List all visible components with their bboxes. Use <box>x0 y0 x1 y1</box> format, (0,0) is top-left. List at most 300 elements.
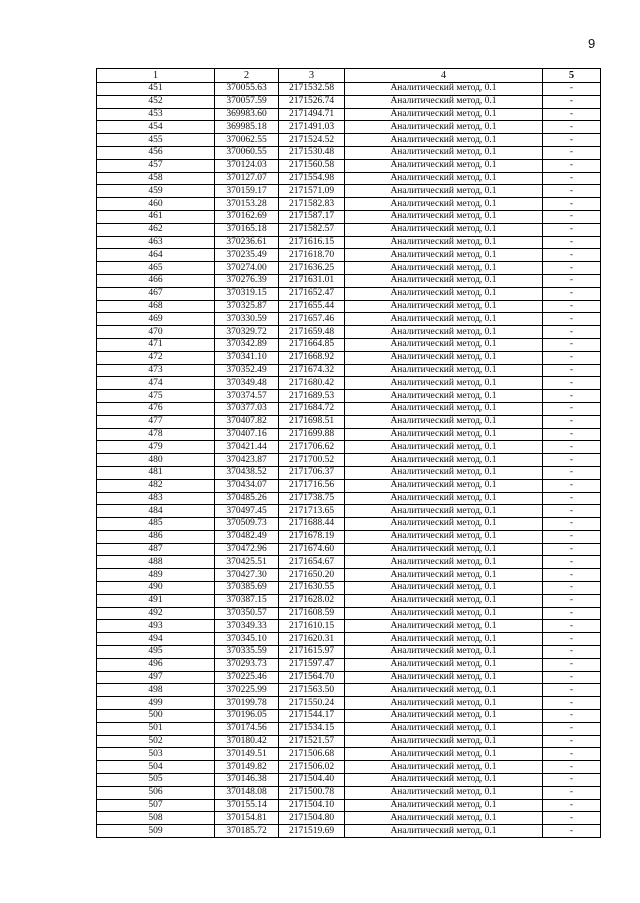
cell-y-coordinate: 2171524.52 <box>279 134 345 147</box>
cell-method-precision: Аналитический метод, 0.1 <box>345 530 543 543</box>
cell-x-coordinate: 370485.26 <box>215 492 279 505</box>
cell-note: - <box>543 377 601 390</box>
table-row <box>97 326 601 339</box>
cell-method-precision: Аналитический метод, 0.1 <box>345 543 543 556</box>
cell-note: - <box>543 697 601 710</box>
table-row <box>97 607 601 620</box>
table-row <box>97 338 601 351</box>
cell-y-coordinate: 2171678.19 <box>279 530 345 543</box>
cell-note: - <box>543 799 601 812</box>
cell-x-coordinate: 369983.60 <box>215 108 279 121</box>
cell-point-number: 503 <box>97 748 215 761</box>
cell-note: - <box>543 146 601 159</box>
table-row <box>97 582 601 595</box>
cell-y-coordinate: 2171706.37 <box>279 466 345 479</box>
cell-y-coordinate: 2171738.75 <box>279 492 345 505</box>
table-row <box>97 146 601 159</box>
table-row <box>97 671 601 684</box>
cell-x-coordinate: 370293.73 <box>215 658 279 671</box>
cell-point-number: 462 <box>97 223 215 236</box>
cell-point-number: 498 <box>97 684 215 697</box>
cell-point-number: 507 <box>97 799 215 812</box>
table-header-row <box>97 69 601 83</box>
cell-method-precision: Аналитический метод, 0.1 <box>345 172 543 185</box>
cell-point-number: 506 <box>97 786 215 799</box>
cell-x-coordinate: 370472.96 <box>215 543 279 556</box>
cell-y-coordinate: 2171530.48 <box>279 146 345 159</box>
cell-point-number: 481 <box>97 466 215 479</box>
cell-note: - <box>543 774 601 787</box>
cell-note: - <box>543 441 601 454</box>
table-row <box>97 159 601 172</box>
cell-point-number: 466 <box>97 274 215 287</box>
cell-x-coordinate: 370199.78 <box>215 697 279 710</box>
cell-point-number: 493 <box>97 620 215 633</box>
cell-y-coordinate: 2171659.48 <box>279 326 345 339</box>
cell-note: - <box>543 274 601 287</box>
table-row <box>97 710 601 723</box>
cell-y-coordinate: 2171587.17 <box>279 210 345 223</box>
cell-note: - <box>543 658 601 671</box>
table-row <box>97 351 601 364</box>
cell-method-precision: Аналитический метод, 0.1 <box>345 761 543 774</box>
cell-note: - <box>543 121 601 134</box>
table-row <box>97 441 601 454</box>
cell-point-number: 455 <box>97 134 215 147</box>
cell-point-number: 480 <box>97 454 215 467</box>
table-row <box>97 172 601 185</box>
table-row <box>97 236 601 249</box>
cell-method-precision: Аналитический метод, 0.1 <box>345 146 543 159</box>
cell-method-precision: Аналитический метод, 0.1 <box>345 812 543 825</box>
cell-x-coordinate: 370497.45 <box>215 505 279 518</box>
cell-note: - <box>543 223 601 236</box>
cell-x-coordinate: 370196.05 <box>215 710 279 723</box>
cell-y-coordinate: 2171506.68 <box>279 748 345 761</box>
cell-x-coordinate: 370165.18 <box>215 223 279 236</box>
cell-method-precision: Аналитический метод, 0.1 <box>345 479 543 492</box>
cell-point-number: 484 <box>97 505 215 518</box>
cell-point-number: 471 <box>97 338 215 351</box>
cell-method-precision: Аналитический метод, 0.1 <box>345 364 543 377</box>
table-row <box>97 774 601 787</box>
cell-x-coordinate: 370342.89 <box>215 338 279 351</box>
table-row <box>97 262 601 275</box>
cell-x-coordinate: 370407.16 <box>215 428 279 441</box>
cell-y-coordinate: 2171620.31 <box>279 633 345 646</box>
cell-method-precision: Аналитический метод, 0.1 <box>345 646 543 659</box>
cell-y-coordinate: 2171597.47 <box>279 658 345 671</box>
cell-x-coordinate: 370155.14 <box>215 799 279 812</box>
cell-y-coordinate: 2171689.53 <box>279 390 345 403</box>
table-row <box>97 569 601 582</box>
table-row <box>97 697 601 710</box>
cell-x-coordinate: 370276.39 <box>215 274 279 287</box>
cell-point-number: 464 <box>97 249 215 262</box>
cell-y-coordinate: 2171664.85 <box>279 338 345 351</box>
cell-method-precision: Аналитический метод, 0.1 <box>345 274 543 287</box>
cell-point-number: 473 <box>97 364 215 377</box>
cell-method-precision: Аналитический метод, 0.1 <box>345 338 543 351</box>
cell-method-precision: Аналитический метод, 0.1 <box>345 633 543 646</box>
cell-x-coordinate: 370438.52 <box>215 466 279 479</box>
cell-x-coordinate: 370062.55 <box>215 134 279 147</box>
cell-x-coordinate: 370055.63 <box>215 83 279 96</box>
cell-method-precision: Аналитический метод, 0.1 <box>345 518 543 531</box>
table-row <box>97 454 601 467</box>
table-row <box>97 620 601 633</box>
cell-y-coordinate: 2171554.98 <box>279 172 345 185</box>
cell-x-coordinate: 370127.07 <box>215 172 279 185</box>
cell-x-coordinate: 370154.81 <box>215 812 279 825</box>
table-row <box>97 95 601 108</box>
cell-y-coordinate: 2171526.74 <box>279 95 345 108</box>
cell-note: - <box>543 300 601 313</box>
cell-y-coordinate: 2171668.92 <box>279 351 345 364</box>
cell-y-coordinate: 2171582.83 <box>279 198 345 211</box>
cell-x-coordinate: 370185.72 <box>215 825 279 838</box>
cell-x-coordinate: 370319.15 <box>215 287 279 300</box>
table-row <box>97 799 601 812</box>
table-row <box>97 812 601 825</box>
cell-method-precision: Аналитический метод, 0.1 <box>345 492 543 505</box>
cell-method-precision: Аналитический метод, 0.1 <box>345 262 543 275</box>
cell-x-coordinate: 370434.07 <box>215 479 279 492</box>
cell-y-coordinate: 2171630.55 <box>279 582 345 595</box>
cell-method-precision: Аналитический метод, 0.1 <box>345 582 543 595</box>
cell-x-coordinate: 370159.17 <box>215 185 279 198</box>
cell-y-coordinate: 2171688.44 <box>279 518 345 531</box>
cell-method-precision: Аналитический метод, 0.1 <box>345 134 543 147</box>
cell-note: - <box>543 710 601 723</box>
cell-point-number: 502 <box>97 735 215 748</box>
cell-x-coordinate: 370374.57 <box>215 390 279 403</box>
cell-point-number: 459 <box>97 185 215 198</box>
cell-x-coordinate: 370349.48 <box>215 377 279 390</box>
cell-y-coordinate: 2171582.57 <box>279 223 345 236</box>
table-row <box>97 364 601 377</box>
cell-note: - <box>543 95 601 108</box>
cell-note: - <box>543 735 601 748</box>
table-row <box>97 274 601 287</box>
cell-method-precision: Аналитический метод, 0.1 <box>345 505 543 518</box>
coordinates-table <box>96 68 601 838</box>
cell-point-number: 485 <box>97 518 215 531</box>
cell-note: - <box>543 134 601 147</box>
cell-point-number: 477 <box>97 415 215 428</box>
cell-note: - <box>543 198 601 211</box>
cell-note: - <box>543 287 601 300</box>
cell-point-number: 468 <box>97 300 215 313</box>
header-col-1: 1 <box>97 69 215 83</box>
cell-point-number: 509 <box>97 825 215 838</box>
cell-point-number: 451 <box>97 83 215 96</box>
cell-y-coordinate: 2171628.02 <box>279 594 345 607</box>
cell-y-coordinate: 2171571.09 <box>279 185 345 198</box>
cell-y-coordinate: 2171610.15 <box>279 620 345 633</box>
cell-x-coordinate: 370060.55 <box>215 146 279 159</box>
cell-method-precision: Аналитический метод, 0.1 <box>345 223 543 236</box>
cell-note: - <box>543 633 601 646</box>
cell-note: - <box>543 185 601 198</box>
cell-x-coordinate: 370149.82 <box>215 761 279 774</box>
cell-point-number: 476 <box>97 402 215 415</box>
cell-method-precision: Аналитический метод, 0.1 <box>345 95 543 108</box>
cell-y-coordinate: 2171504.10 <box>279 799 345 812</box>
cell-x-coordinate: 370345.10 <box>215 633 279 646</box>
cell-method-precision: Аналитический метод, 0.1 <box>345 236 543 249</box>
table-row <box>97 492 601 505</box>
cell-method-precision: Аналитический метод, 0.1 <box>345 556 543 569</box>
cell-note: - <box>543 236 601 249</box>
table-row <box>97 402 601 415</box>
cell-point-number: 487 <box>97 543 215 556</box>
cell-y-coordinate: 2171494.71 <box>279 108 345 121</box>
cell-method-precision: Аналитический метод, 0.1 <box>345 454 543 467</box>
table-row <box>97 466 601 479</box>
table-row <box>97 825 601 838</box>
table-row <box>97 658 601 671</box>
cell-point-number: 492 <box>97 607 215 620</box>
table-row <box>97 530 601 543</box>
cell-note: - <box>543 402 601 415</box>
cell-method-precision: Аналитический метод, 0.1 <box>345 351 543 364</box>
cell-point-number: 489 <box>97 569 215 582</box>
table-row <box>97 761 601 774</box>
cell-note: - <box>543 620 601 633</box>
cell-y-coordinate: 2171506.02 <box>279 761 345 774</box>
cell-point-number: 494 <box>97 633 215 646</box>
cell-method-precision: Аналитический метод, 0.1 <box>345 774 543 787</box>
table-row <box>97 287 601 300</box>
cell-y-coordinate: 2171504.40 <box>279 774 345 787</box>
table-row <box>97 428 601 441</box>
cell-x-coordinate: 370162.69 <box>215 210 279 223</box>
cell-method-precision: Аналитический метод, 0.1 <box>345 466 543 479</box>
cell-note: - <box>543 594 601 607</box>
header-col-5: 5 <box>543 69 601 83</box>
cell-method-precision: Аналитический метод, 0.1 <box>345 799 543 812</box>
table-row <box>97 223 601 236</box>
cell-x-coordinate: 370235.49 <box>215 249 279 262</box>
cell-note: - <box>543 722 601 735</box>
cell-point-number: 499 <box>97 697 215 710</box>
cell-y-coordinate: 2171700.52 <box>279 454 345 467</box>
cell-y-coordinate: 2171706.62 <box>279 441 345 454</box>
cell-y-coordinate: 2171519.69 <box>279 825 345 838</box>
cell-x-coordinate: 370153.28 <box>215 198 279 211</box>
cell-method-precision: Аналитический метод, 0.1 <box>345 300 543 313</box>
cell-x-coordinate: 370146.38 <box>215 774 279 787</box>
cell-y-coordinate: 2171504.80 <box>279 812 345 825</box>
cell-point-number: 479 <box>97 441 215 454</box>
cell-x-coordinate: 370330.59 <box>215 313 279 326</box>
cell-x-coordinate: 370057.59 <box>215 95 279 108</box>
table-row <box>97 543 601 556</box>
cell-method-precision: Аналитический метод, 0.1 <box>345 390 543 403</box>
table-row <box>97 786 601 799</box>
cell-x-coordinate: 370325.87 <box>215 300 279 313</box>
table-row <box>97 121 601 134</box>
cell-point-number: 496 <box>97 658 215 671</box>
page-number: 9 <box>588 36 596 51</box>
table-row <box>97 134 601 147</box>
cell-note: - <box>543 825 601 838</box>
cell-note: - <box>543 313 601 326</box>
cell-method-precision: Аналитический метод, 0.1 <box>345 697 543 710</box>
table-row <box>97 377 601 390</box>
cell-point-number: 452 <box>97 95 215 108</box>
cell-y-coordinate: 2171650.20 <box>279 569 345 582</box>
cell-note: - <box>543 492 601 505</box>
cell-point-number: 465 <box>97 262 215 275</box>
cell-x-coordinate: 370274.00 <box>215 262 279 275</box>
cell-note: - <box>543 671 601 684</box>
cell-note: - <box>543 83 601 96</box>
cell-x-coordinate: 370385.69 <box>215 582 279 595</box>
cell-note: - <box>543 786 601 799</box>
table-row <box>97 633 601 646</box>
cell-note: - <box>543 338 601 351</box>
cell-method-precision: Аналитический метод, 0.1 <box>345 415 543 428</box>
table-body <box>97 83 601 838</box>
table-row <box>97 479 601 492</box>
cell-note: - <box>543 646 601 659</box>
cell-point-number: 470 <box>97 326 215 339</box>
cell-method-precision: Аналитический метод, 0.1 <box>345 159 543 172</box>
cell-method-precision: Аналитический метод, 0.1 <box>345 326 543 339</box>
cell-x-coordinate: 370124.03 <box>215 159 279 172</box>
cell-note: - <box>543 249 601 262</box>
cell-point-number: 490 <box>97 582 215 595</box>
table-row <box>97 249 601 262</box>
cell-point-number: 501 <box>97 722 215 735</box>
cell-y-coordinate: 2171674.32 <box>279 364 345 377</box>
header-col-2: 2 <box>215 69 279 83</box>
cell-method-precision: Аналитический метод, 0.1 <box>345 313 543 326</box>
cell-note: - <box>543 172 601 185</box>
cell-point-number: 504 <box>97 761 215 774</box>
cell-x-coordinate: 370425.51 <box>215 556 279 569</box>
cell-note: - <box>543 582 601 595</box>
cell-method-precision: Аналитический метод, 0.1 <box>345 569 543 582</box>
header-col-4: 4 <box>345 69 543 83</box>
cell-x-coordinate: 370482.49 <box>215 530 279 543</box>
cell-y-coordinate: 2171544.17 <box>279 710 345 723</box>
cell-y-coordinate: 2171615.97 <box>279 646 345 659</box>
cell-note: - <box>543 364 601 377</box>
cell-y-coordinate: 2171563.50 <box>279 684 345 697</box>
cell-method-precision: Аналитический метод, 0.1 <box>345 249 543 262</box>
cell-y-coordinate: 2171698.51 <box>279 415 345 428</box>
cell-note: - <box>543 748 601 761</box>
cell-method-precision: Аналитический метод, 0.1 <box>345 748 543 761</box>
cell-method-precision: Аналитический метод, 0.1 <box>345 710 543 723</box>
cell-note: - <box>543 210 601 223</box>
cell-y-coordinate: 2171560.58 <box>279 159 345 172</box>
cell-method-precision: Аналитический метод, 0.1 <box>345 722 543 735</box>
cell-point-number: 460 <box>97 198 215 211</box>
cell-note: - <box>543 505 601 518</box>
cell-x-coordinate: 370329.72 <box>215 326 279 339</box>
table-row <box>97 505 601 518</box>
cell-point-number: 457 <box>97 159 215 172</box>
header-col-3: 3 <box>279 69 345 83</box>
cell-note: - <box>543 761 601 774</box>
cell-y-coordinate: 2171616.15 <box>279 236 345 249</box>
cell-y-coordinate: 2171636.25 <box>279 262 345 275</box>
cell-note: - <box>543 428 601 441</box>
cell-point-number: 478 <box>97 428 215 441</box>
cell-point-number: 453 <box>97 108 215 121</box>
cell-x-coordinate: 370352.49 <box>215 364 279 377</box>
cell-x-coordinate: 370423.87 <box>215 454 279 467</box>
table-row <box>97 313 601 326</box>
cell-x-coordinate: 370349.33 <box>215 620 279 633</box>
cell-y-coordinate: 2171684.72 <box>279 402 345 415</box>
cell-y-coordinate: 2171550.24 <box>279 697 345 710</box>
cell-x-coordinate: 370427.30 <box>215 569 279 582</box>
cell-note: - <box>543 812 601 825</box>
cell-y-coordinate: 2171657.46 <box>279 313 345 326</box>
cell-x-coordinate: 370407.82 <box>215 415 279 428</box>
cell-x-coordinate: 370509.73 <box>215 518 279 531</box>
cell-x-coordinate: 370387.15 <box>215 594 279 607</box>
cell-method-precision: Аналитический метод, 0.1 <box>345 620 543 633</box>
cell-note: - <box>543 518 601 531</box>
cell-method-precision: Аналитический метод, 0.1 <box>345 607 543 620</box>
table-row <box>97 646 601 659</box>
cell-note: - <box>543 569 601 582</box>
table-row <box>97 185 601 198</box>
cell-note: - <box>543 479 601 492</box>
cell-point-number: 482 <box>97 479 215 492</box>
cell-y-coordinate: 2171699.88 <box>279 428 345 441</box>
cell-point-number: 467 <box>97 287 215 300</box>
table-row <box>97 198 601 211</box>
cell-y-coordinate: 2171652.47 <box>279 287 345 300</box>
cell-x-coordinate: 370421.44 <box>215 441 279 454</box>
cell-method-precision: Аналитический метод, 0.1 <box>345 658 543 671</box>
cell-method-precision: Аналитический метод, 0.1 <box>345 185 543 198</box>
cell-note: - <box>543 684 601 697</box>
table-row <box>97 748 601 761</box>
cell-y-coordinate: 2171654.67 <box>279 556 345 569</box>
cell-y-coordinate: 2171521.57 <box>279 735 345 748</box>
cell-y-coordinate: 2171716.56 <box>279 479 345 492</box>
cell-method-precision: Аналитический метод, 0.1 <box>345 735 543 748</box>
cell-y-coordinate: 2171655.44 <box>279 300 345 313</box>
table-row <box>97 556 601 569</box>
cell-point-number: 454 <box>97 121 215 134</box>
cell-x-coordinate: 370335.59 <box>215 646 279 659</box>
cell-y-coordinate: 2171491.03 <box>279 121 345 134</box>
cell-x-coordinate: 370225.46 <box>215 671 279 684</box>
cell-method-precision: Аналитический метод, 0.1 <box>345 83 543 96</box>
cell-point-number: 508 <box>97 812 215 825</box>
cell-point-number: 495 <box>97 646 215 659</box>
cell-note: - <box>543 607 601 620</box>
cell-method-precision: Аналитический метод, 0.1 <box>345 684 543 697</box>
cell-point-number: 488 <box>97 556 215 569</box>
table-row <box>97 594 601 607</box>
cell-point-number: 469 <box>97 313 215 326</box>
cell-note: - <box>543 390 601 403</box>
cell-method-precision: Аналитический метод, 0.1 <box>345 428 543 441</box>
table-row <box>97 735 601 748</box>
cell-y-coordinate: 2171500.78 <box>279 786 345 799</box>
cell-note: - <box>543 108 601 121</box>
